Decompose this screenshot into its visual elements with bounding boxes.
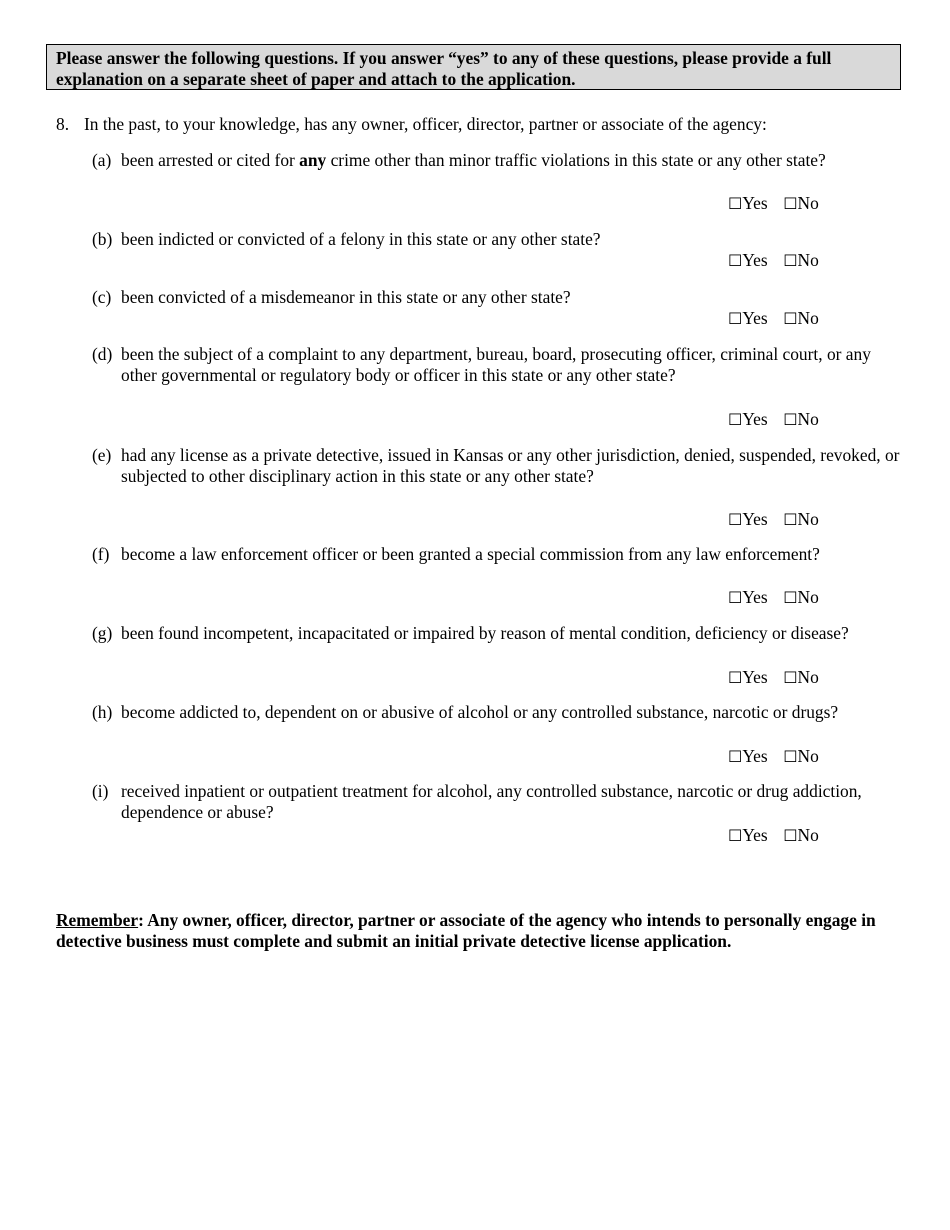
question-item-g: [92, 623, 907, 644]
no-checkbox-f[interactable]: ☐No: [783, 587, 819, 607]
no-checkbox-g[interactable]: ☐No: [783, 667, 819, 687]
no-checkbox-d[interactable]: ☐No: [783, 409, 819, 429]
yes-checkbox-c[interactable]: ☐Yes: [728, 308, 768, 328]
instructions-banner: Please answer the following questions. If you answer “yes” to any of these questions, please provide a full explanation on a separate sheet of paper and attach to the application.: [46, 44, 901, 90]
item-text: been indicted or convicted of a felony in this state or any other state?: [121, 229, 601, 249]
question-item-f: [92, 544, 907, 565]
question-item-h: [92, 702, 907, 723]
answer-g: [728, 667, 829, 689]
question-item-e: [92, 445, 907, 487]
yes-checkbox-d[interactable]: ☐Yes: [728, 409, 768, 429]
answer-i: [728, 825, 829, 847]
answer-d: [728, 409, 829, 431]
yes-checkbox-f[interactable]: ☐Yes: [728, 587, 768, 607]
answer-e: [728, 509, 829, 531]
item-letter: (a): [92, 150, 112, 170]
remember-text: : Any owner, officer, director, partner or associate of the agency who intends to personally engage in detective business must complete and submit an initial private detective license application.: [56, 910, 876, 951]
item-letter: (f): [92, 544, 110, 564]
answer-a: [728, 193, 829, 215]
item-text: had any license as a private detective, issued in Kansas or any other jurisdiction, denied, suspended, revoked, or subjected to other disciplinary action in this state or any other state?: [121, 445, 900, 486]
item-letter: (e): [92, 445, 112, 465]
no-checkbox-e[interactable]: ☐No: [783, 509, 819, 529]
answer-b: [728, 250, 829, 272]
question-number: 8.: [56, 114, 70, 134]
item-text: been found incompetent, incapacitated or impaired by reason of mental condition, deficiency or disease?: [121, 623, 849, 643]
question-item-d: [92, 344, 907, 386]
item-text: been the subject of a complaint to any department, bureau, board, prosecuting officer, criminal court, or any other governmental or regulatory body or officer in this state or any other state?: [121, 344, 871, 385]
remember-label: Remember: [56, 910, 139, 930]
item-text: been convicted of a misdemeanor in this state or any other state?: [121, 287, 571, 307]
answer-f: [728, 587, 829, 609]
item-text: been arrested or cited for any crime other than minor traffic violations in this state or any other state?: [121, 150, 826, 170]
no-checkbox-h[interactable]: ☐No: [783, 746, 819, 766]
item-text: become a law enforcement officer or been granted a special commission from any law enforcement?: [121, 544, 820, 564]
yes-checkbox-h[interactable]: ☐Yes: [728, 746, 768, 766]
yes-checkbox-g[interactable]: ☐Yes: [728, 667, 768, 687]
item-letter: (d): [92, 344, 113, 364]
question-text: In the past, to your knowledge, has any owner, officer, director, partner or associate of the agency:: [84, 114, 767, 134]
question-item-b: [92, 229, 907, 250]
no-checkbox-b[interactable]: ☐No: [783, 250, 819, 270]
yes-checkbox-a[interactable]: ☐Yes: [728, 193, 768, 213]
remember-note: [56, 910, 906, 952]
item-letter: (b): [92, 229, 113, 249]
no-checkbox-i[interactable]: ☐No: [783, 825, 819, 845]
no-checkbox-c[interactable]: ☐No: [783, 308, 819, 328]
yes-checkbox-b[interactable]: ☐Yes: [728, 250, 768, 270]
no-checkbox-a[interactable]: ☐No: [783, 193, 819, 213]
question-item-a: [92, 150, 907, 171]
question-8: [56, 114, 916, 135]
answer-h: [728, 746, 829, 768]
answer-c: [728, 308, 829, 330]
item-letter: (h): [92, 702, 113, 722]
item-text: received inpatient or outpatient treatment for alcohol, any controlled substance, narcotic or drug addiction, dependence or abuse?: [121, 781, 862, 822]
yes-checkbox-i[interactable]: ☐Yes: [728, 825, 768, 845]
question-item-c: [92, 287, 907, 308]
item-text: become addicted to, dependent on or abusive of alcohol or any controlled substance, narcotic or drugs?: [121, 702, 839, 722]
yes-checkbox-e[interactable]: ☐Yes: [728, 509, 768, 529]
question-item-i: [92, 781, 907, 823]
item-letter: (c): [92, 287, 112, 307]
item-letter: (g): [92, 623, 113, 643]
item-letter: (i): [92, 781, 109, 801]
